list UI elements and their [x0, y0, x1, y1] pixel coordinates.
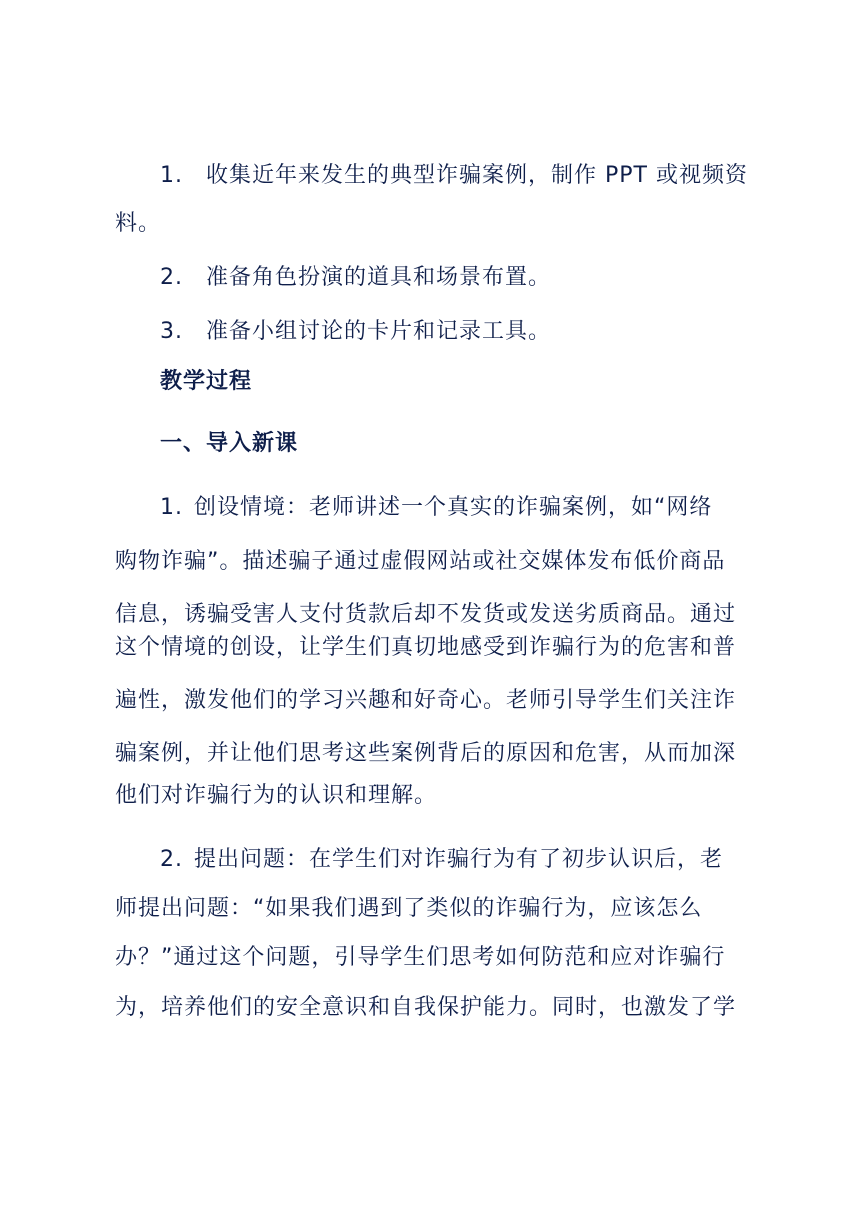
para2-number: 2. [160, 847, 183, 872]
para2-line-1 [160, 844, 723, 876]
para1-line-2: 购物诈骗”。描述骗子通过虚假网站或社交媒体发布低价商品 [115, 549, 726, 574]
para1-line-7: 他们对诈骗行为的认识和理解。 [115, 783, 438, 808]
prep-item-1-number: 1. [160, 163, 183, 188]
para1-line-3: 信息，诱骗受害人支付货款后却不发货或发送劣质商品。通过 [115, 602, 737, 627]
para1-line-6: 骗案例，并让他们思考这些案例背后的原因和危害，从而加深 [115, 741, 737, 766]
para1-line-1-text: 创设情境：老师讲述一个真实的诈骗案例，如“网络 [194, 495, 713, 520]
prep-item-2-text: 准备角色扮演的道具和场景布置。 [206, 265, 552, 290]
prep-item-3-number: 3. [160, 319, 183, 344]
para1-line-1 [160, 492, 712, 524]
prep-item-2 [160, 262, 551, 294]
para2-line-3: 办？”通过这个问题，引导学生们思考如何防范和应对诈骗行 [115, 945, 726, 970]
para1-number: 1. [160, 495, 183, 520]
prep-item-1-text: 收集近年来发生的典型诈骗案例，制作 PPT 或视频资 [206, 163, 748, 188]
prep-item-3-text: 准备小组讨论的卡片和记录工具。 [206, 319, 552, 344]
prep-item-1 [160, 160, 748, 192]
prep-item-3 [160, 316, 551, 348]
prep-item-2-number: 2. [160, 265, 183, 290]
heading-section-1: 一、导入新课 [160, 431, 299, 456]
para2-line-4: 为，培养他们的安全意识和自我保护能力。同时，也激发了学 [115, 995, 737, 1020]
para2-line-2: 师提出问题：“如果我们遇到了类似的诈骗行为，应该怎么 [115, 896, 703, 921]
para1-line-4: 这个情境的创设，让学生们真切地感受到诈骗行为的危害和普 [115, 635, 737, 660]
prep-item-1-continuation: 料。 [115, 211, 162, 236]
para1-line-5: 遍性，激发他们的学习兴趣和好奇心。老师引导学生们关注诈 [115, 688, 737, 713]
para2-line-1-text: 提出问题：在学生们对诈骗行为有了初步认识后，老 [194, 847, 724, 872]
heading-teaching-process: 教学过程 [160, 369, 253, 394]
